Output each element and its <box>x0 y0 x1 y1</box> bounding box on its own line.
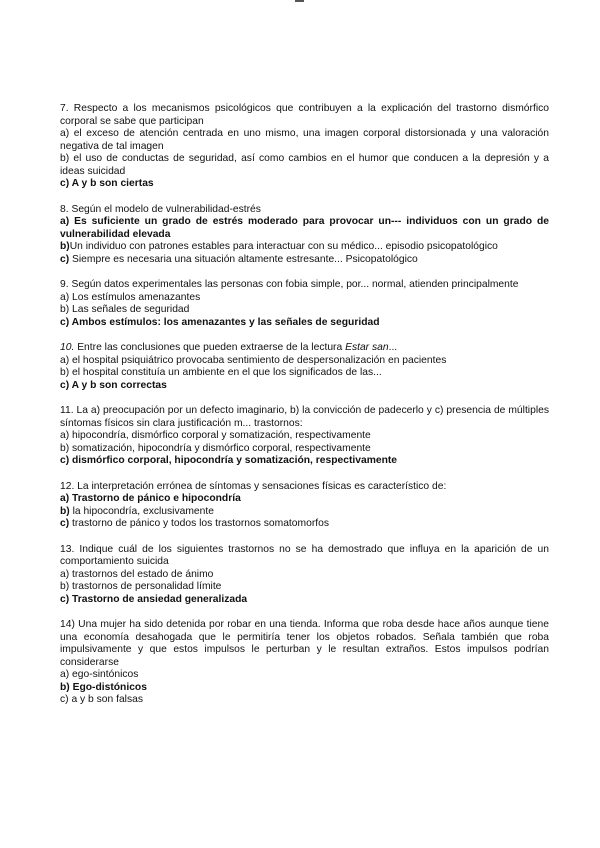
answer-option-a: a) trastornos del estado de ánimo <box>60 568 214 580</box>
option-text: trastorno de pánico y todos los trastornos somatomorfos <box>69 518 329 529</box>
question-stem: 8. Según el modelo de vulnerabilidad-estrés <box>60 203 261 215</box>
answer-option-a: a) Los estímulos amenazantes <box>60 291 201 303</box>
question-stem: 14) Una mujer ha sido detenida por robar en una tienda. Informa que roba desde hace años aunque tiene una economía desahogada que le permitiría tener los objetos robados. Señala también que roba impulsivamente y que estos impulsos le perturban y le resultan extraños. Estos impulsos podrían considerarse <box>60 619 549 668</box>
page-top-mark <box>295 0 304 2</box>
question-7 <box>60 103 549 191</box>
question-number: 10. <box>60 342 75 353</box>
answer-option-a: a) ego-sintónicos <box>60 669 139 680</box>
answer-option-c <box>60 518 549 531</box>
option-text: la hipocondría, exclusivamente <box>69 505 214 517</box>
question-14 <box>60 619 549 707</box>
question-stem: 7. Respecto a los mecanismos psicológicos que contribuyen a la explicación del trastorno dismórfico corporal se sabe que participan <box>60 103 549 127</box>
exam-questions <box>60 103 549 720</box>
option-letter: b) <box>60 241 70 252</box>
stem-ellipsis: ... <box>388 342 398 353</box>
answer-option-c: c) Ambos estímulos: los amenazantes y las señales de seguridad <box>60 316 380 328</box>
question-stem: 9. Según datos experimentales las personas con fobia simple, por... normal, atienden principalmente <box>60 279 519 290</box>
answer-option-c <box>60 254 549 267</box>
answer-option-a: a) Es suficiente un grado de estrés moderado para provocar un--- individuos con un grado de vulnerabilidad elevada <box>60 216 549 240</box>
answer-option-c: c) dismórfico corporal, hipocondría y somatización, respectivamente <box>60 455 398 466</box>
option-text: Siempre es necesaria una situación altamente estresante... Psicopatológico <box>69 253 418 265</box>
answer-option-b <box>60 506 549 519</box>
option-letter: c) <box>60 518 70 529</box>
question-9 <box>60 279 549 329</box>
option-letter: b) <box>60 505 70 517</box>
answer-option-a: a) el hospital psiquiátrico provocaba sentimiento de despersonalización en pacientes <box>60 354 447 366</box>
answer-option-a: a) Trastorno de pánico e hipocondría <box>60 493 241 504</box>
answer-option-c: c) Trastorno de ansiedad generalizada <box>60 593 248 605</box>
option-letter: c) <box>60 253 70 265</box>
question-11 <box>60 405 549 468</box>
question-stem: 12. La interpretación errónea de síntomas y sensaciones físicas es característico de: <box>60 480 447 492</box>
answer-option-b: b) el uso de conductas de seguridad, así como cambios en el humor que conducen a la depresión y a ideas suicidad <box>60 153 549 177</box>
answer-option-c: c) A y b son correctas <box>60 379 167 391</box>
answer-option-b: b) somatización, hipocondría y dismórfico corporal, respectivamente <box>60 442 371 454</box>
answer-option-a: a) el exceso de atención centrada en uno mismo, una imagen corporal distorsionada y una valoración negativa de tal imagen <box>60 128 549 152</box>
question-10 <box>60 342 549 392</box>
answer-option-b: b) trastornos de personalidad límite <box>60 581 222 592</box>
stem-text: Entre las conclusiones que pueden extraerse de la lectura <box>74 342 346 353</box>
answer-option-b <box>60 241 549 254</box>
question-stem <box>60 342 549 355</box>
answer-option-a: a) hipocondría, dismórfico corporal y somatización, respectivamente <box>60 430 371 441</box>
question-8 <box>60 204 549 267</box>
answer-option-b: b) Las señales de seguridad <box>60 304 190 315</box>
question-12 <box>60 481 549 531</box>
answer-option-b: b) Ego-distónicos <box>60 681 147 693</box>
question-stem: 11. La a) preocupación por un defecto imaginario, b) la convicción de padecerlo y c) presencia de múltiples síntomas físicos sin clara justificación m... trastornos: <box>60 405 549 429</box>
answer-option-c: c) A y b son ciertas <box>60 178 154 189</box>
reading-title: Estar san <box>345 342 389 353</box>
question-stem: 13. Indique cuál de los siguientes trastornos no se ha demostrado que influya en la aparición de un comportamiento suicida <box>60 543 549 567</box>
question-13 <box>60 544 549 607</box>
option-text: Un individuo con patrones estables para interactuar con su médico... episodio psicopatológico <box>69 241 498 252</box>
answer-option-c: c) a y b son falsas <box>60 694 143 705</box>
answer-option-b: b) el hospital constituía un ambiente en el que los significados de las... <box>60 367 382 378</box>
